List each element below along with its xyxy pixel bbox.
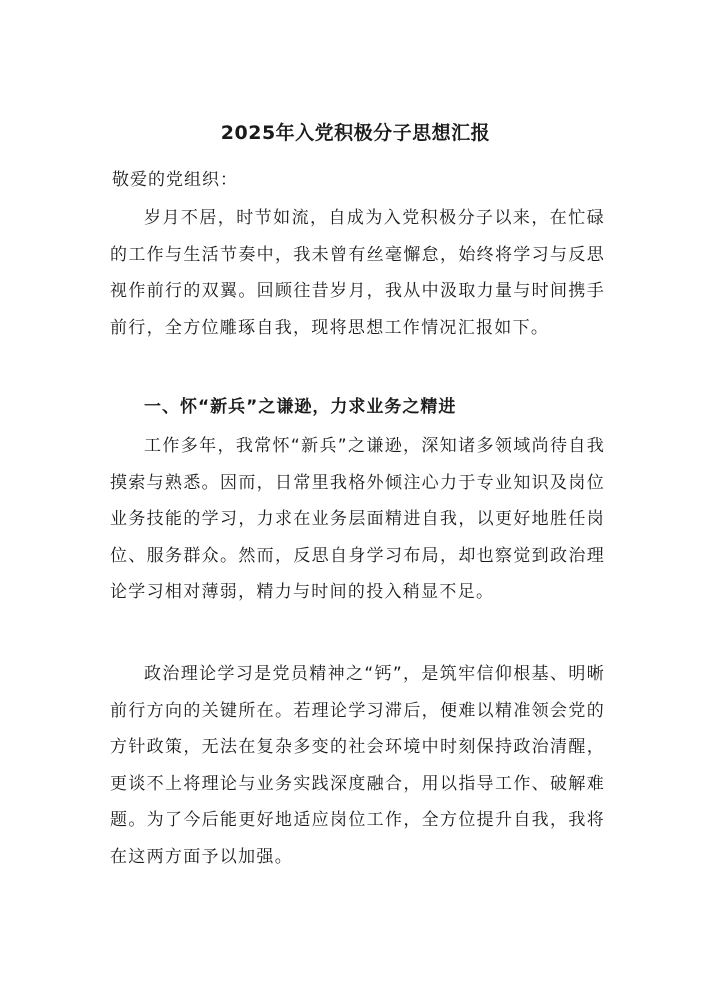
paragraph-body-1: 工作多年，我常怀“新兵”之谦逊，深知诸多领域尚待自我摸索与熟悉。因而，日常里我格外倾注心力于专业知识及岗位业务技能的学习，力求在业务层面精进自我，以更好地胜任岗位、服务群众。然而，反思自身学习布局，却也察觉到政治理论学习相对薄弱，精力与时间的投入稍显不足。 (110, 436, 605, 602)
document-title: 2025年入党积极分子思想汇报 (220, 122, 491, 144)
salutation: 敬爱的党组织： (112, 170, 238, 190)
paragraph-body-2: 政治理论学习是党员精神之“钙”，是筑牢信仰根基、明晰前行方向的关键所在。若理论学习滞后，便难以精准领会党的方针政策，无法在复杂多变的社会环境中时刻保持政治清醒，更谈不上将理论与业务实践深度融合，用以指导工作、破解难题。为了今后能更好地适应岗位工作，全方位提升自我，我将在这两方面予以加强。 (110, 664, 605, 867)
section-heading: 一、怀“新兵”之谦逊，力求业务之精进 (144, 397, 457, 417)
paragraph-intro: 岁月不居，时节如流，自成为入党积极分子以来，在忙碌的工作与生活节奏中，我未曾有丝毫懈怠，始终将学习与反思视作前行的双翼。回顾往昔岁月，我从中汲取力量与时间携手前行，全方位雕琢自我，现将思想工作情况汇报如下。 (110, 208, 605, 338)
